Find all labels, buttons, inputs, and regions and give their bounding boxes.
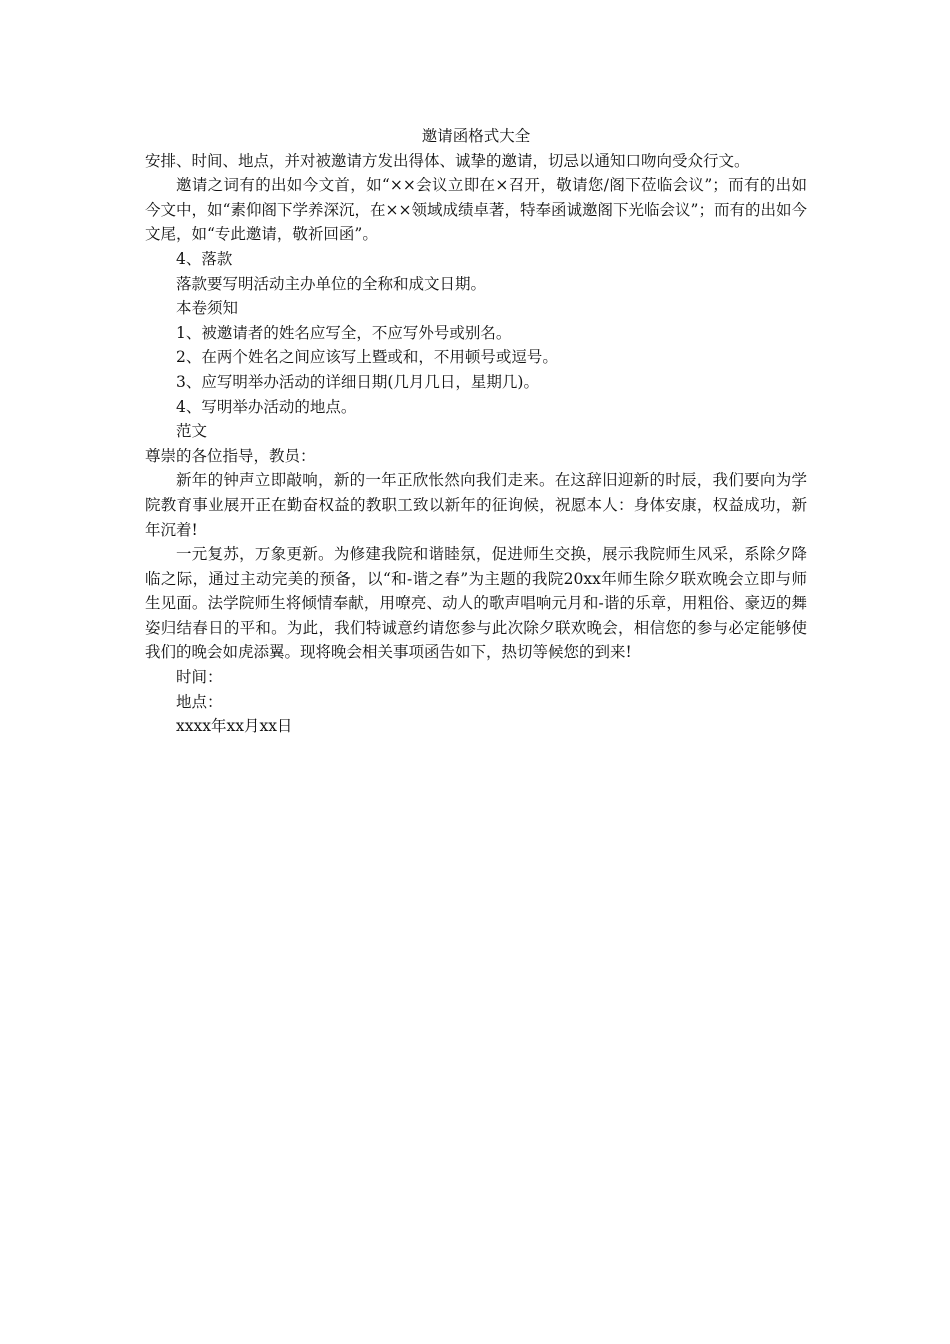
section-heading: 本卷须知 xyxy=(176,299,239,318)
field-time: 时间： xyxy=(176,668,223,687)
paragraph: 安排、时间、地点，并对被邀请方发出得体、诚挚的邀请，切忌以通知口吻向受众行文。 xyxy=(145,151,750,170)
date-line: xxxx年xx月xx日 xyxy=(176,717,293,736)
section-heading: 4、落款 xyxy=(176,249,233,268)
paragraph: 一元复苏，万象更新。为修建我院和谐睦氛，促进师生交换，展示我院师生风采，系除夕降临之际，通过主动完美的预备，以“和-谐之春”为主题的我院20xx年师生除夕联欢晚会立即与师生见面。法学院师生将倾情奉献，用嘹亮、动人的歌声唱响元月和-谐的乐章，用粗俗、豪迈的舞姿归结春日的平和。为此，我们特诚意约请您参与此次除夕联欢晚会，相信您的参与必定能够使我们的晚会如虎添翼。现将晚会相关事项函告如下，热切等候您的到来! xyxy=(145,545,807,662)
paragraph: 邀请之词有的出如今文首，如“××会议立即在×召开，敬请您/阁下莅临会议”；而有的出如今文中，如“素仰阁下学养深沉，在××领域成绩卓著，特奉函诚邀阁下光临会议”；而有的出如今文尾，如“专此邀请，敬祈回函”。 xyxy=(145,176,807,244)
paragraph: 落款要写明活动主办单位的全称和成文日期。 xyxy=(176,274,487,293)
paragraph: 新年的钟声立即敲响，新的一年正欣怅然向我们走来。在这辞旧迎新的时辰，我们要向为学院教育事业展开正在勤奋权益的教职工致以新年的征询候，祝愿本人：身体安康，权益成功，新年沉着! xyxy=(145,471,807,539)
document-body xyxy=(145,124,807,739)
document-title: 邀请函格式大全 xyxy=(421,127,531,145)
field-location: 地点： xyxy=(176,692,223,711)
list-item: 3、应写明举办活动的详细日期(几月几日，星期几)。 xyxy=(176,372,539,391)
list-item: 2、在两个姓名之间应该写上暨或和，不用顿号或逗号。 xyxy=(176,348,558,367)
list-item: 4、写明举办活动的地点。 xyxy=(176,397,357,416)
section-heading: 范文 xyxy=(176,422,208,441)
salutation: 尊崇的各位指导，教员： xyxy=(145,446,316,465)
list-item: 1、被邀请者的姓名应写全，不应写外号或别名。 xyxy=(176,323,512,342)
